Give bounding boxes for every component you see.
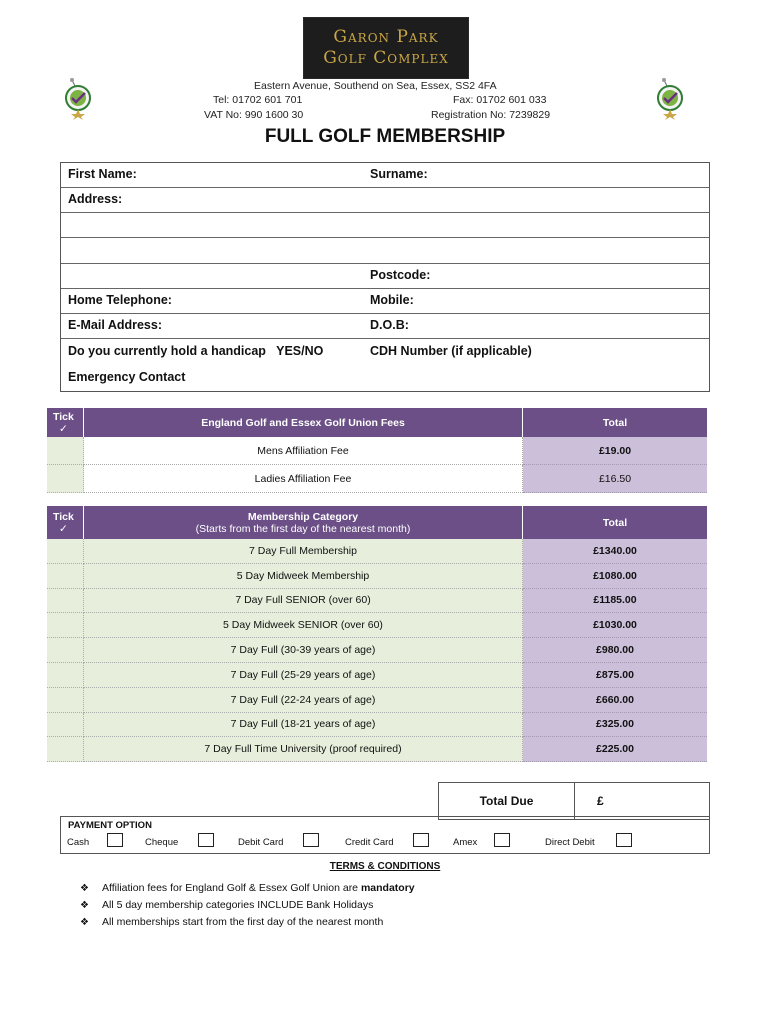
term-item-3 xyxy=(80,916,383,928)
membership-tick-box[interactable] xyxy=(47,589,84,614)
payment-credit-card-label: Credit Card xyxy=(345,837,394,848)
payment-cash-label: Cash xyxy=(67,837,90,848)
membership-category-label: 7 Day Full Membership xyxy=(84,539,523,564)
membership-tick-box[interactable] xyxy=(47,713,84,738)
payment-amex-label: Amex xyxy=(453,837,478,848)
golf-union-badge-left-icon xyxy=(58,76,98,120)
surname-label: Surname: xyxy=(370,167,428,181)
payment-debit-card-checkbox[interactable] xyxy=(303,833,319,847)
address-line-3[interactable] xyxy=(61,239,709,264)
mobile-label: Mobile: xyxy=(370,293,414,307)
postcode-label: Postcode: xyxy=(370,268,431,282)
membership-tick-box[interactable] xyxy=(47,737,84,762)
membership-tick-box[interactable] xyxy=(47,613,84,638)
term-2-text: All 5 day membership categories INCLUDE Bank Holidays xyxy=(102,899,374,911)
payment-cash-checkbox[interactable] xyxy=(107,833,123,847)
phone-row[interactable] xyxy=(61,289,709,314)
membership-category-label: 7 Day Full SENIOR (over 60) xyxy=(84,589,523,614)
membership-price: £325.00 xyxy=(523,713,707,738)
payment-direct-debit-checkbox[interactable] xyxy=(616,833,632,847)
membership-category-label: 5 Day Midweek Membership xyxy=(84,564,523,589)
club-telephone: Tel: 01702 601 701 xyxy=(213,94,303,106)
tick-header-check-icon: ✓ xyxy=(59,423,68,435)
membership-category-label: 7 Day Full (18-21 years of age) xyxy=(84,713,523,738)
first-name-label: First Name: xyxy=(68,167,137,181)
logo-line-2: Golf Complex xyxy=(323,48,449,68)
payment-debit-card-label: Debit Card xyxy=(238,837,284,848)
total-due-box xyxy=(438,782,710,820)
membership-header-title: Membership Category xyxy=(247,510,359,523)
payment-direct-debit-label: Direct Debit xyxy=(545,837,595,848)
affiliation-fees-table xyxy=(47,408,707,493)
membership-price: £1030.00 xyxy=(523,613,707,638)
handicap-label: Do you currently hold a handicap YES/NO xyxy=(68,344,324,358)
membership-category-label: 5 Day Midweek SENIOR (over 60) xyxy=(84,613,523,638)
address-label: Address: xyxy=(68,192,123,206)
membership-price: £1080.00 xyxy=(523,564,707,589)
postcode-row[interactable] xyxy=(61,264,709,289)
emergency-row[interactable] xyxy=(61,366,709,391)
total-due-field[interactable] xyxy=(575,783,604,819)
membership-tick-box[interactable] xyxy=(47,663,84,688)
handicap-row[interactable] xyxy=(61,340,709,365)
membership-tick-box[interactable] xyxy=(47,688,84,713)
membership-tick-box[interactable] xyxy=(47,638,84,663)
term-1-emphasis: mandatory xyxy=(360,882,415,894)
address-row[interactable] xyxy=(61,188,709,213)
tick-box-mens-affiliation[interactable] xyxy=(47,437,84,465)
total-due-label: Total Due xyxy=(439,783,575,819)
term-3-text: All memberships start from the first day of the nearest month xyxy=(102,916,384,928)
address-line-2[interactable] xyxy=(61,213,709,238)
payment-amex-checkbox[interactable] xyxy=(494,833,510,847)
membership-price: £1340.00 xyxy=(523,539,707,564)
terms-title: TERMS & CONDITIONS xyxy=(329,861,441,872)
payment-cheque-checkbox[interactable] xyxy=(198,833,214,847)
ladies-affiliation-price: £16.50 xyxy=(523,465,707,493)
membership-price: £660.00 xyxy=(523,688,707,713)
total-due-currency: £ xyxy=(597,794,604,808)
fees-header: England Golf and Essex Golf Union Fees xyxy=(84,408,522,437)
golf-union-badge-right-icon xyxy=(650,76,690,120)
tick-box-ladies-affiliation[interactable] xyxy=(47,465,84,493)
term-item-1 xyxy=(80,882,415,894)
payment-credit-card-checkbox[interactable] xyxy=(413,833,429,847)
mens-affiliation-label: Mens Affiliation Fee xyxy=(84,437,523,465)
membership-tick-header-label: Tick xyxy=(53,511,74,523)
membership-total-header: Total xyxy=(523,506,707,539)
mens-affiliation-price: £19.00 xyxy=(523,437,707,465)
page-title: FULL GOLF MEMBERSHIP xyxy=(264,126,506,147)
club-logo xyxy=(303,17,469,79)
membership-tick-box[interactable] xyxy=(47,539,84,564)
club-fax: Fax: 01702 601 033 xyxy=(453,94,547,106)
membership-category-label: 7 Day Full (25-29 years of age) xyxy=(84,663,523,688)
vat-number: VAT No: 990 1600 30 xyxy=(204,109,304,121)
payment-cheque-label: Cheque xyxy=(145,837,179,848)
membership-tick-header xyxy=(47,506,83,539)
membership-price: £1185.00 xyxy=(523,589,707,614)
club-address: Eastern Avenue, Southend on Sea, Essex, SS2 4FA xyxy=(254,80,497,92)
email-row[interactable] xyxy=(61,314,709,339)
diamond-bullet-icon: ❖ xyxy=(80,900,89,911)
membership-tick-box[interactable] xyxy=(47,564,84,589)
membership-tick-check-icon: ✓ xyxy=(59,523,68,535)
payment-option-title: PAYMENT OPTION xyxy=(68,820,152,831)
tick-header-label: Tick xyxy=(53,411,74,423)
term-1-text: Affiliation fees for England Golf & Essex Golf Union are xyxy=(102,882,361,894)
tick-header xyxy=(47,408,83,437)
membership-category-label: 7 Day Full (30-39 years of age) xyxy=(84,638,523,663)
membership-price: £980.00 xyxy=(523,638,707,663)
registration-number: Registration No: 7239829 xyxy=(431,109,551,121)
email-label: E-Mail Address: xyxy=(68,318,163,332)
membership-category-label: 7 Day Full (22-24 years of age) xyxy=(84,688,523,713)
membership-price: £875.00 xyxy=(523,663,707,688)
logo-line-1: Garon Park xyxy=(333,27,439,47)
cdh-label: CDH Number (if applicable) xyxy=(370,344,532,358)
term-item-2 xyxy=(80,899,373,911)
personal-details-form xyxy=(60,162,710,392)
fees-total-header: Total xyxy=(523,408,707,437)
membership-price: £225.00 xyxy=(523,737,707,762)
dob-label: D.O.B: xyxy=(370,318,409,332)
membership-header xyxy=(84,506,522,539)
name-row[interactable] xyxy=(61,163,709,188)
ladies-affiliation-label: Ladies Affiliation Fee xyxy=(84,465,523,493)
emergency-contact-label: Emergency Contact xyxy=(68,370,186,384)
home-telephone-label: Home Telephone: xyxy=(68,293,172,307)
diamond-bullet-icon: ❖ xyxy=(80,917,89,928)
payment-options xyxy=(60,816,710,854)
membership-category-table xyxy=(47,506,707,763)
diamond-bullet-icon: ❖ xyxy=(80,883,89,894)
membership-category-label: 7 Day Full Time University (proof required) xyxy=(84,737,523,762)
membership-header-subtitle: (Starts from the first day of the nearest month) xyxy=(195,522,411,535)
